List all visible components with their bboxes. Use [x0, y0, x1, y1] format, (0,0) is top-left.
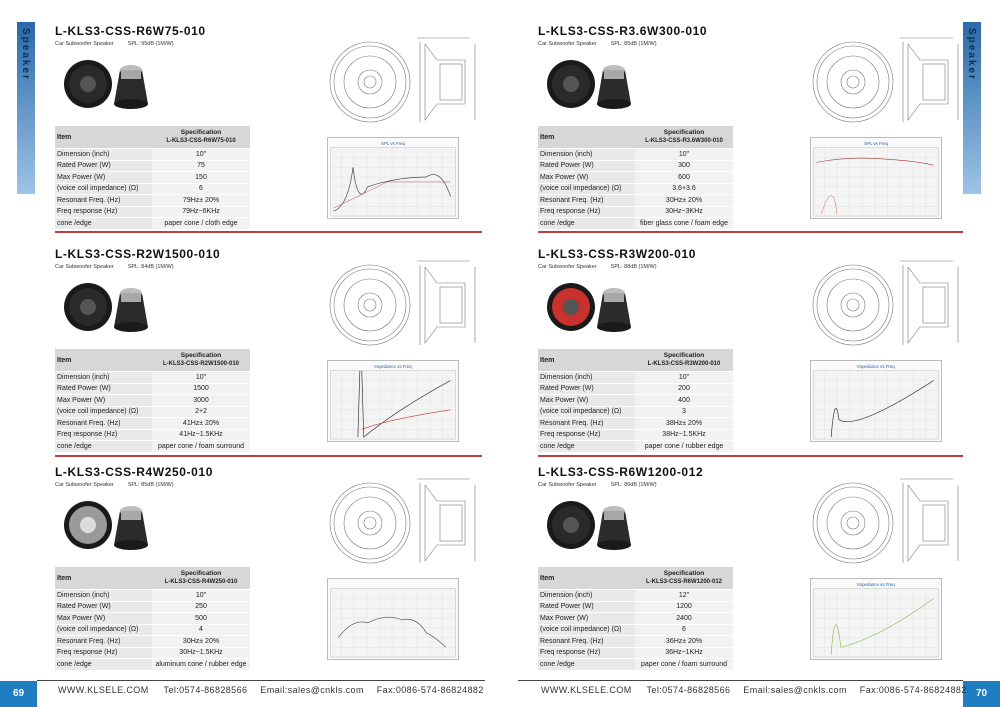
product-subtitle	[55, 41, 174, 47]
spec-value: 30Hz~3KHz	[635, 206, 733, 218]
spec-row	[55, 590, 250, 602]
spec-label: Max Power (W)	[538, 395, 635, 407]
spec-label: Rated Power (W)	[55, 601, 152, 613]
spec-value: 400	[635, 395, 733, 407]
product-type: Car Subwoofer Speaker	[538, 264, 597, 270]
spec-row	[538, 659, 733, 671]
product-type: Car Subwoofer Speaker	[538, 482, 597, 488]
page-number-left: 69	[0, 681, 37, 707]
spec-row	[55, 406, 250, 418]
footer-email[interactable]: Email:sales@cnkls.com	[260, 685, 364, 695]
product-subtitle	[538, 264, 657, 270]
spec-row	[55, 160, 250, 172]
spec-label: Freq response (Hz)	[55, 647, 152, 659]
spec-row	[538, 441, 733, 453]
footer-website[interactable]: WWW.KLSELE.COM	[58, 685, 149, 695]
spec-value: aluminum cone / rubber edge	[152, 659, 250, 671]
spec-label: (voice coil impedance) (Ω)	[538, 624, 635, 636]
spec-label: Resonant Freq. (Hz)	[55, 418, 152, 430]
divider	[55, 231, 482, 233]
spec-value: 600	[635, 172, 733, 184]
spec-value: paper cone / foam surround	[635, 659, 733, 671]
spec-row	[55, 383, 250, 395]
spec-label: Freq response (Hz)	[538, 647, 635, 659]
spec-header-item: Item	[538, 567, 635, 590]
spec-model: L-KLS3-CSS-R6W1200-012	[645, 579, 723, 585]
product-block	[538, 465, 968, 675]
spec-row	[55, 613, 250, 625]
spec-value: 200	[635, 383, 733, 395]
spec-value: 30Hz± 20%	[152, 636, 250, 648]
footer-email[interactable]: Email:sales@cnkls.com	[743, 685, 847, 695]
product-spl: SPL: 88dB (1M/W)	[610, 264, 657, 270]
product-photo	[543, 54, 633, 114]
spec-value: 10"	[152, 372, 250, 384]
spec-label: Rated Power (W)	[55, 160, 152, 172]
spec-row	[538, 383, 733, 395]
spec-value: paper cone / rubber edge	[635, 441, 733, 453]
spec-value: 36Hz~1KHz	[635, 647, 733, 659]
spec-table	[55, 567, 250, 671]
divider	[538, 231, 963, 233]
spec-label: Dimension (inch)	[55, 590, 152, 602]
spec-row	[538, 372, 733, 384]
spec-label: (voice coil impedance) (Ω)	[538, 183, 635, 195]
product-title: L-KLS3-CSS-R2W1500-010	[55, 247, 221, 261]
spec-label: Freq response (Hz)	[55, 206, 152, 218]
product-spl: SPL: 86dB (1M/W)	[610, 482, 657, 488]
divider	[538, 455, 963, 457]
spec-row	[55, 647, 250, 659]
spec-model: L-KLS3-CSS-R2W1500-010	[162, 361, 240, 367]
spec-value: 38Hz~1.5KHz	[635, 429, 733, 441]
spec-row	[55, 149, 250, 161]
page-number-right: 70	[963, 681, 1000, 707]
spec-label: cone /edge	[55, 441, 152, 453]
spec-label: Dimension (inch)	[538, 590, 635, 602]
spec-model: L-KLS3-CSS-R6W75-010	[166, 138, 236, 144]
spec-label: Max Power (W)	[55, 613, 152, 625]
product-spl: SPL: 85dB (1M/W)	[610, 41, 657, 47]
spec-row	[538, 206, 733, 218]
spec-value: 30Hz~1.5KHz	[152, 647, 250, 659]
spec-label: Dimension (inch)	[538, 149, 635, 161]
spec-row	[538, 218, 733, 230]
product-subtitle	[538, 482, 657, 488]
spec-label: Rated Power (W)	[538, 383, 635, 395]
svg-text:Impedance vs Freq: Impedance vs Freq	[374, 363, 412, 369]
spec-table	[538, 349, 733, 453]
spec-label: Resonant Freq. (Hz)	[538, 418, 635, 430]
spec-row	[55, 172, 250, 184]
footer-fax: Fax:0086-574-86824882	[376, 685, 484, 695]
side-tab-left: Speaker	[17, 22, 35, 194]
spec-label: (voice coil impedance) (Ω)	[55, 183, 152, 195]
spec-label: cone /edge	[538, 441, 635, 453]
spec-value: 6	[152, 183, 250, 195]
spec-header-item: Item	[538, 126, 635, 149]
spec-row	[538, 160, 733, 172]
technical-drawing	[325, 34, 480, 129]
response-graph	[327, 137, 459, 219]
spec-table	[55, 126, 250, 230]
spec-value: paper cone / foam surround	[152, 441, 250, 453]
spec-row	[55, 429, 250, 441]
spec-value: 38Hz± 20%	[635, 418, 733, 430]
spec-model: L-KLS3-CSS-R3.6W300-010	[645, 138, 723, 144]
spec-label: Resonant Freq. (Hz)	[538, 195, 635, 207]
product-block	[538, 24, 968, 234]
spec-label: Freq response (Hz)	[55, 429, 152, 441]
product-title: L-KLS3-CSS-R6W1200-012	[538, 465, 704, 479]
product-subtitle	[55, 264, 174, 270]
product-title: L-KLS3-CSS-R6W75-010	[55, 24, 206, 38]
spec-row	[538, 429, 733, 441]
response-graph	[810, 137, 942, 219]
spec-row	[538, 613, 733, 625]
spec-value: 10"	[635, 149, 733, 161]
product-photo	[60, 54, 150, 114]
spec-row	[538, 172, 733, 184]
product-photo	[60, 495, 150, 555]
spec-row	[538, 395, 733, 407]
spec-row	[55, 624, 250, 636]
response-graph	[810, 360, 942, 442]
spec-label: Dimension (inch)	[55, 372, 152, 384]
spec-value: 2400	[635, 613, 733, 625]
spec-value: 500	[152, 613, 250, 625]
spec-label: (voice coil impedance) (Ω)	[55, 624, 152, 636]
spec-label: Resonant Freq. (Hz)	[538, 636, 635, 648]
product-title: L-KLS3-CSS-R3.6W300-010	[538, 24, 708, 38]
spec-header-item: Item	[55, 126, 152, 149]
product-block	[55, 24, 485, 234]
spec-row	[55, 195, 250, 207]
spec-label: Rated Power (W)	[55, 383, 152, 395]
footer-rule-left	[37, 680, 485, 681]
product-type: Car Subwoofer Speaker	[55, 482, 114, 488]
spec-label: Max Power (W)	[538, 172, 635, 184]
spec-value: 3000	[152, 395, 250, 407]
spec-row	[538, 636, 733, 648]
spec-table	[538, 567, 733, 671]
footer-fax: Fax:0086-574-86824882	[859, 685, 967, 695]
spec-label: cone /edge	[538, 218, 635, 230]
spec-header: Specification	[180, 352, 222, 359]
technical-drawing	[808, 34, 963, 129]
spec-label: Rated Power (W)	[538, 601, 635, 613]
svg-text:SPL vs Freq: SPL vs Freq	[864, 140, 888, 146]
spec-label: Dimension (inch)	[55, 149, 152, 161]
spec-value: 3.6+3.6	[635, 183, 733, 195]
response-graph	[327, 578, 459, 660]
spec-value: 36Hz± 20%	[635, 636, 733, 648]
spec-value: 75	[152, 160, 250, 172]
spec-header: Specification	[663, 129, 705, 136]
footer-website[interactable]: WWW.KLSELE.COM	[541, 685, 632, 695]
svg-text:Impedance vs Freq: Impedance vs Freq	[857, 581, 895, 587]
spec-header-item: Item	[538, 349, 635, 372]
spec-label: Dimension (inch)	[538, 372, 635, 384]
product-block	[538, 247, 968, 457]
spec-label: cone /edge	[55, 659, 152, 671]
spec-label: cone /edge	[538, 659, 635, 671]
product-subtitle	[55, 482, 174, 488]
product-block	[55, 465, 485, 675]
spec-value: 30Hz± 20%	[635, 195, 733, 207]
product-spl: SPL: 85dB (1M/W)	[127, 482, 174, 488]
product-spl: SPL: 95dB (1M/W)	[127, 41, 174, 47]
footer-right	[541, 685, 967, 707]
spec-row	[55, 659, 250, 671]
technical-drawing	[325, 475, 480, 570]
product-spl: SPL: 84dB (1M/W)	[127, 264, 174, 270]
spec-label: (voice coil impedance) (Ω)	[55, 406, 152, 418]
spec-label: Freq response (Hz)	[538, 206, 635, 218]
spec-value: 1200	[635, 601, 733, 613]
product-subtitle	[538, 41, 657, 47]
spec-label: cone /edge	[55, 218, 152, 230]
product-photo	[543, 277, 633, 337]
spec-table	[538, 126, 733, 230]
spec-value: fiber glass cone / foam edge	[635, 218, 733, 230]
divider	[55, 455, 482, 457]
spec-row	[55, 183, 250, 195]
spec-row	[538, 183, 733, 195]
spec-value: 41Hz± 20%	[152, 418, 250, 430]
spec-row	[55, 395, 250, 407]
spec-label: Resonant Freq. (Hz)	[55, 195, 152, 207]
product-title: L-KLS3-CSS-R3W200-010	[538, 247, 696, 261]
spec-value: 3	[635, 406, 733, 418]
spec-value: 10"	[152, 149, 250, 161]
spec-value: 10"	[152, 590, 250, 602]
spec-value: 6	[635, 624, 733, 636]
product-block	[55, 247, 485, 457]
spec-label: Resonant Freq. (Hz)	[55, 636, 152, 648]
spec-row	[538, 149, 733, 161]
spec-header-item: Item	[55, 567, 152, 590]
spec-value: 4	[152, 624, 250, 636]
footer-tel: Tel:0574-86828566	[646, 685, 731, 695]
spec-model: L-KLS3-CSS-R4W250-010	[164, 579, 238, 585]
spec-model: L-KLS3-CSS-R3W200-010	[647, 361, 721, 367]
spec-row	[538, 195, 733, 207]
spec-header-item: Item	[55, 349, 152, 372]
spec-row	[55, 372, 250, 384]
spec-row	[55, 418, 250, 430]
svg-text:SPL vs Freq: SPL vs Freq	[381, 140, 405, 146]
spec-value: 1500	[152, 383, 250, 395]
spec-value: paper cone / cloth edge	[152, 218, 250, 230]
product-type: Car Subwoofer Speaker	[55, 41, 114, 47]
svg-text:Impedance vs Freq: Impedance vs Freq	[857, 363, 895, 369]
spec-row	[55, 636, 250, 648]
spec-label: (voice coil impedance) (Ω)	[538, 406, 635, 418]
spec-row	[55, 218, 250, 230]
spec-row	[55, 601, 250, 613]
spec-table	[55, 349, 250, 453]
technical-drawing	[325, 257, 480, 352]
spec-label: Max Power (W)	[55, 395, 152, 407]
spec-label: Max Power (W)	[55, 172, 152, 184]
spec-value: 10"	[635, 372, 733, 384]
product-type: Car Subwoofer Speaker	[538, 41, 597, 47]
spec-row	[538, 624, 733, 636]
spec-label: Rated Power (W)	[538, 160, 635, 172]
product-type: Car Subwoofer Speaker	[55, 264, 114, 270]
product-title: L-KLS3-CSS-R4W250-010	[55, 465, 213, 479]
side-tab-right: Speaker	[963, 22, 981, 194]
technical-drawing	[808, 257, 963, 352]
product-photo	[543, 495, 633, 555]
spec-header: Specification	[663, 352, 705, 359]
spec-value: 79Hz± 20%	[152, 195, 250, 207]
spec-row	[538, 418, 733, 430]
spec-row	[538, 601, 733, 613]
footer-left	[58, 685, 484, 707]
spec-label: Max Power (W)	[538, 613, 635, 625]
spec-value: 12"	[635, 590, 733, 602]
response-graph	[327, 360, 459, 442]
spec-label: Freq response (Hz)	[538, 429, 635, 441]
footer-tel: Tel:0574-86828566	[163, 685, 248, 695]
spec-row	[538, 590, 733, 602]
spec-header: Specification	[180, 570, 222, 577]
spec-value: 41Hz~1.5KHz	[152, 429, 250, 441]
product-photo	[60, 277, 150, 337]
footer-rule-right	[518, 680, 963, 681]
spec-row	[55, 441, 250, 453]
spec-value: 150	[152, 172, 250, 184]
spec-row	[538, 647, 733, 659]
spec-header: Specification	[663, 570, 705, 577]
spec-row	[55, 206, 250, 218]
spec-header: Specification	[180, 129, 222, 136]
spec-value: 250	[152, 601, 250, 613]
spec-value: 300	[635, 160, 733, 172]
spec-value: 79Hz~6KHz	[152, 206, 250, 218]
spec-row	[538, 406, 733, 418]
spec-value: 2+2	[152, 406, 250, 418]
response-graph	[810, 578, 942, 660]
technical-drawing	[808, 475, 963, 570]
